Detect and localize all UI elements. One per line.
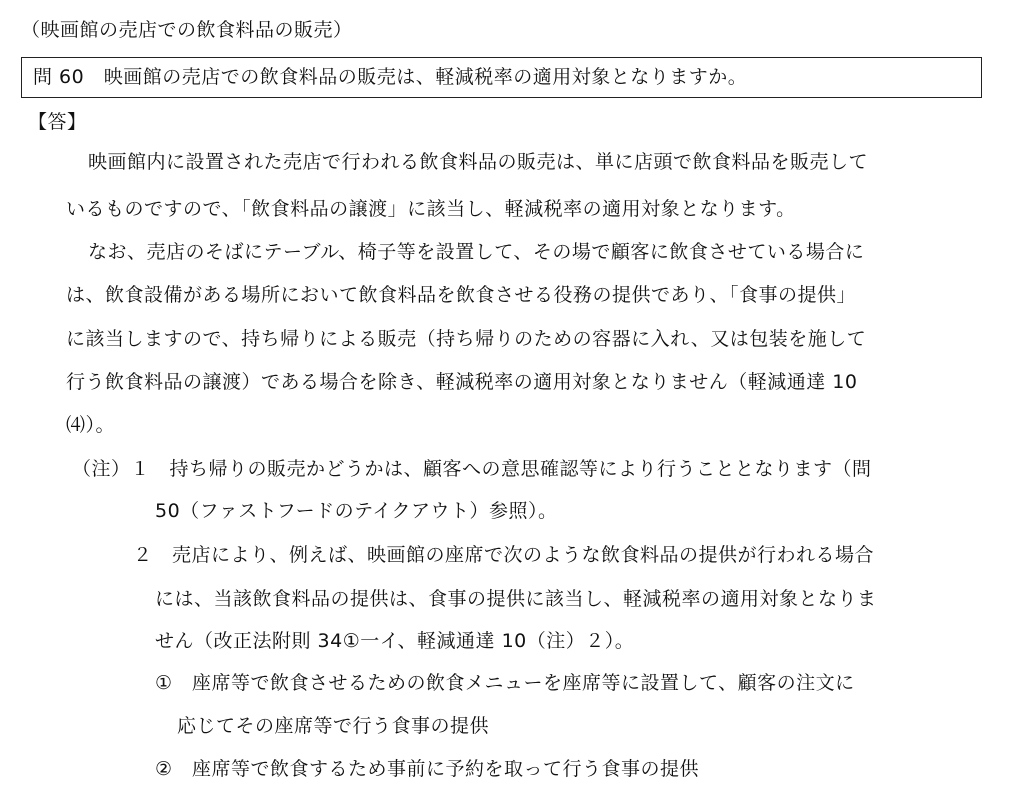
text-line: 行う飲食料品の譲渡）である場合を除き、軽減税率の適用対象となりません（軽減通達 10 — [66, 371, 858, 393]
text-line: は、飲食設備がある場所において飲食料品を飲食させる役務の提供であり、「食事の提供」 — [66, 284, 857, 306]
text-line: いるものですので、「飲食料品の譲渡」に該当し、軽減税率の適用対象となります。 — [66, 198, 796, 220]
answer-label: 【答】 — [28, 111, 87, 133]
text-line: ⑷）。 — [66, 414, 116, 436]
text-line: に該当しますので、持ち帰りによる販売（持ち帰りのための容器に入れ、又は包装を施して — [66, 328, 867, 350]
text-line: （注）１ 持ち帰りの販売かどうかは、顧客への意思確認等により行うこととなります（問 — [72, 458, 872, 480]
text-line: せん（改正法附則 34①一イ、軽減通達 10（注）２）。 — [155, 630, 635, 652]
text-line: 映画館内に設置された売店で行われる飲食料品の販売は、単に店頭で飲食料品を販売して — [88, 151, 869, 173]
text-line: ② 座席等で飲食するため事前に予約を取って行う食事の提供 — [155, 758, 700, 780]
text-line: なお、売店のそばにテーブル、椅子等を設置して、その場で顧客に飲食させている場合に — [88, 241, 865, 263]
text-line: ① 座席等で飲食させるための飲食メニューを座席等に設置して、顧客の注文に — [155, 672, 855, 694]
section-heading: （映画館の売店での飲食料品の販売） — [21, 19, 353, 41]
text-line: ２ 売店により、例えば、映画館の座席で次のような飲食料品の提供が行われる場合 — [133, 544, 875, 566]
question-text: 問 60 映画館の売店での飲食料品の販売は、軽減税率の適用対象となりますか。 — [33, 66, 748, 88]
text-line: 応じてその座席等で行う食事の提供 — [177, 715, 490, 737]
text-line: には、当該飲食料品の提供は、食事の提供に該当し、軽減税率の適用対象となりま — [155, 588, 877, 610]
question-box — [21, 57, 982, 98]
text-line: 50（ファストフードのテイクアウト）参照）。 — [155, 500, 558, 522]
